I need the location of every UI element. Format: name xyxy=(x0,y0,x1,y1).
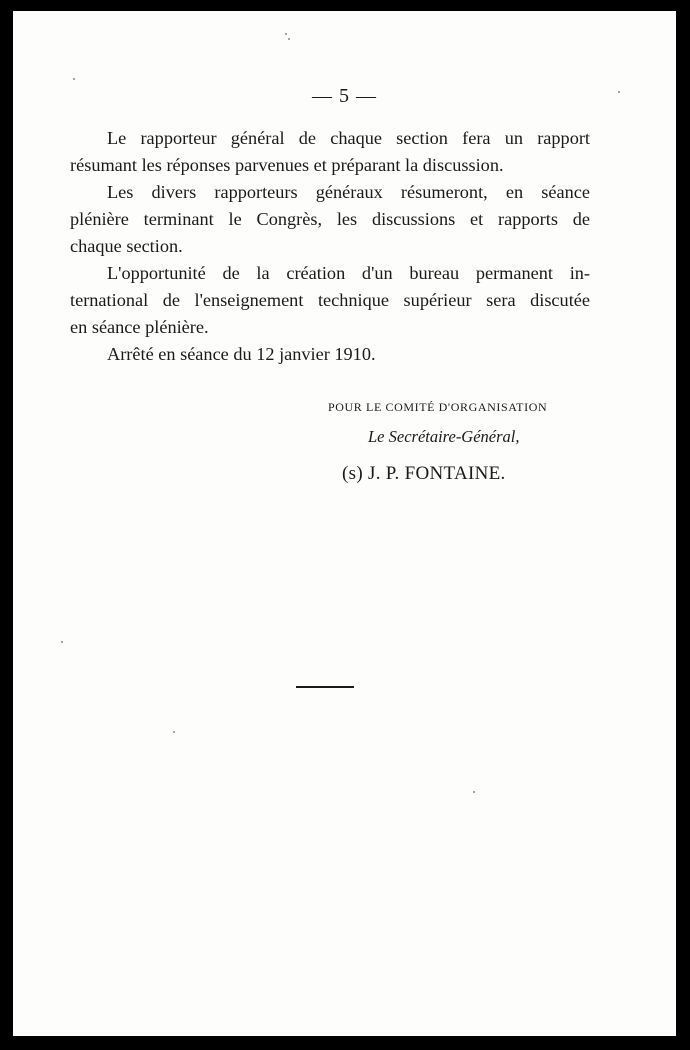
paper-speck xyxy=(173,731,175,733)
paragraph-rapporteur-general xyxy=(70,125,590,179)
paragraph-line: plénière terminant le Congrès, les discussions et rapports de xyxy=(70,209,590,229)
closing-rule xyxy=(296,686,354,688)
document-page xyxy=(13,11,676,1036)
paper-speck xyxy=(473,791,475,793)
signature-committee: POUR LE COMITÉ D'ORGANISATION xyxy=(328,400,548,414)
page-number: — 5 — xyxy=(312,85,377,107)
paper-speck xyxy=(61,641,63,643)
paper-speck xyxy=(285,33,287,35)
paper-speck xyxy=(288,38,290,40)
paragraph-line: L'opportunité de la création d'un bureau permanent in- xyxy=(107,263,590,283)
paragraph-rapporteurs-generaux xyxy=(70,179,590,260)
paper-speck xyxy=(73,78,75,80)
arrete-statement: Arrêté en séance du 12 janvier 1910. xyxy=(107,344,376,364)
signature-title: Le Secrétaire-Général, xyxy=(368,427,520,446)
signature-name: (s) J. P. FONTAINE. xyxy=(342,463,506,484)
paragraph-line: ternational de l'enseignement technique supérieur sera discutée xyxy=(70,290,590,310)
paragraph-line: résumant les réponses parvenues et préparant la discussion. xyxy=(70,155,504,175)
paragraph-line: en séance plénière. xyxy=(70,317,209,337)
paragraph-line: Le rapporteur général de chaque section fera un rapport xyxy=(107,128,590,148)
paragraph-line: chaque section. xyxy=(70,236,183,256)
paper-speck xyxy=(618,91,620,93)
paragraph-bureau-permanent xyxy=(70,260,590,341)
paragraph-line: Les divers rapporteurs généraux résumeront, en séance xyxy=(107,182,590,202)
